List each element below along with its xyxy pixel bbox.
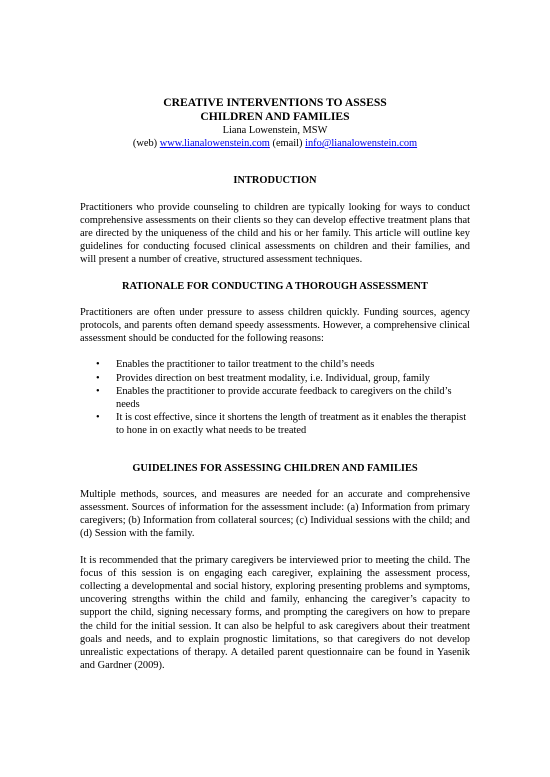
list-item: • Enables the practitioner to provide accurate feedback to caregivers on the child’s needs bbox=[96, 385, 452, 411]
intro-heading: INTRODUCTION bbox=[233, 175, 317, 187]
list-item: • Enables the practitioner to tailor treatment to the child’s needs bbox=[96, 359, 375, 371]
rationale-bullet-list bbox=[80, 358, 470, 437]
document-content bbox=[80, 96, 470, 673]
list-item: • Provides direction on best treatment modality, i.e. Individual, group, family bbox=[96, 372, 430, 384]
bullet-icon: • bbox=[96, 412, 100, 424]
guidelines-heading: GUIDELINES FOR ASSESSING CHILDREN AND FAMILIES bbox=[132, 462, 418, 474]
intro-paragraph: Practitioners who provide counseling to children are typically looking for ways to conduct comprehensive assessments on their clients so they can develop effective treatment plans that are directed by the uniqueness of the child and his or her family. This article will outline key guidelines for conducting focused clinical assessments on children and their families, and will present a number of creative, structured assessment techniques. bbox=[80, 201, 470, 266]
bullet-icon: • bbox=[96, 359, 100, 371]
contact-line bbox=[80, 137, 470, 150]
rationale-paragraph: Practitioners are often under pressure to assess children quickly. Funding sources, agency protocols, and parents often demand speedy assessments. However, a comprehensive clinical assessment should be conducted for the following reasons: bbox=[80, 306, 470, 345]
email-link[interactable]: info@lianalowenstein.com bbox=[305, 138, 418, 150]
author: Liana Lowenstein, MSW bbox=[222, 125, 328, 136]
guidelines-paragraph-1: Multiple methods, sources, and measures are needed for an accurate and comprehensive assessment. Sources of information for the assessment include: (a) Information from primary caregivers; (b) Information from collateral sources; (c) Individual sessions with the child; and (d) Session with the family. bbox=[80, 488, 470, 540]
guidelines-paragraph-2: It is recommended that the primary caregivers be interviewed prior to meeting the child. The focus of this session is on engaging each caregiver, explaining the assessment process, collecting a developmental and social history, exploring presenting problems and symptoms, uncovering strengths within the child and family, enhancing the caregiver’s capacity to support the child, signing necessary forms, and prompting the caregivers on how to prepare the child for the initial session. It can also be helpful to ask caregivers about their treatment goals and needs, and to explain prognostic limitations, so that caregivers do not develop unrealistic expectations of therapy. A detailed parent questionnaire can be found in Yasenik and Gardner (2009). bbox=[80, 554, 470, 672]
email-label: (email) bbox=[272, 138, 303, 150]
title-line-2: CHILDREN AND FAMILIES bbox=[200, 110, 350, 123]
web-label: (web) bbox=[132, 138, 158, 150]
web-link[interactable]: www.lianalowenstein.com bbox=[159, 138, 270, 150]
bullet-icon: • bbox=[96, 385, 100, 397]
title-line-1: CREATIVE INTERVENTIONS TO ASSESS bbox=[163, 96, 387, 109]
rationale-heading: RATIONALE FOR CONDUCTING A THOROUGH ASSESSMENT bbox=[122, 280, 428, 292]
bullet-icon: • bbox=[96, 372, 100, 384]
list-item: • It is cost effective, since it shortens the length of treatment as it enables the therapist to hone in on exactly what needs to be treated bbox=[96, 412, 467, 437]
